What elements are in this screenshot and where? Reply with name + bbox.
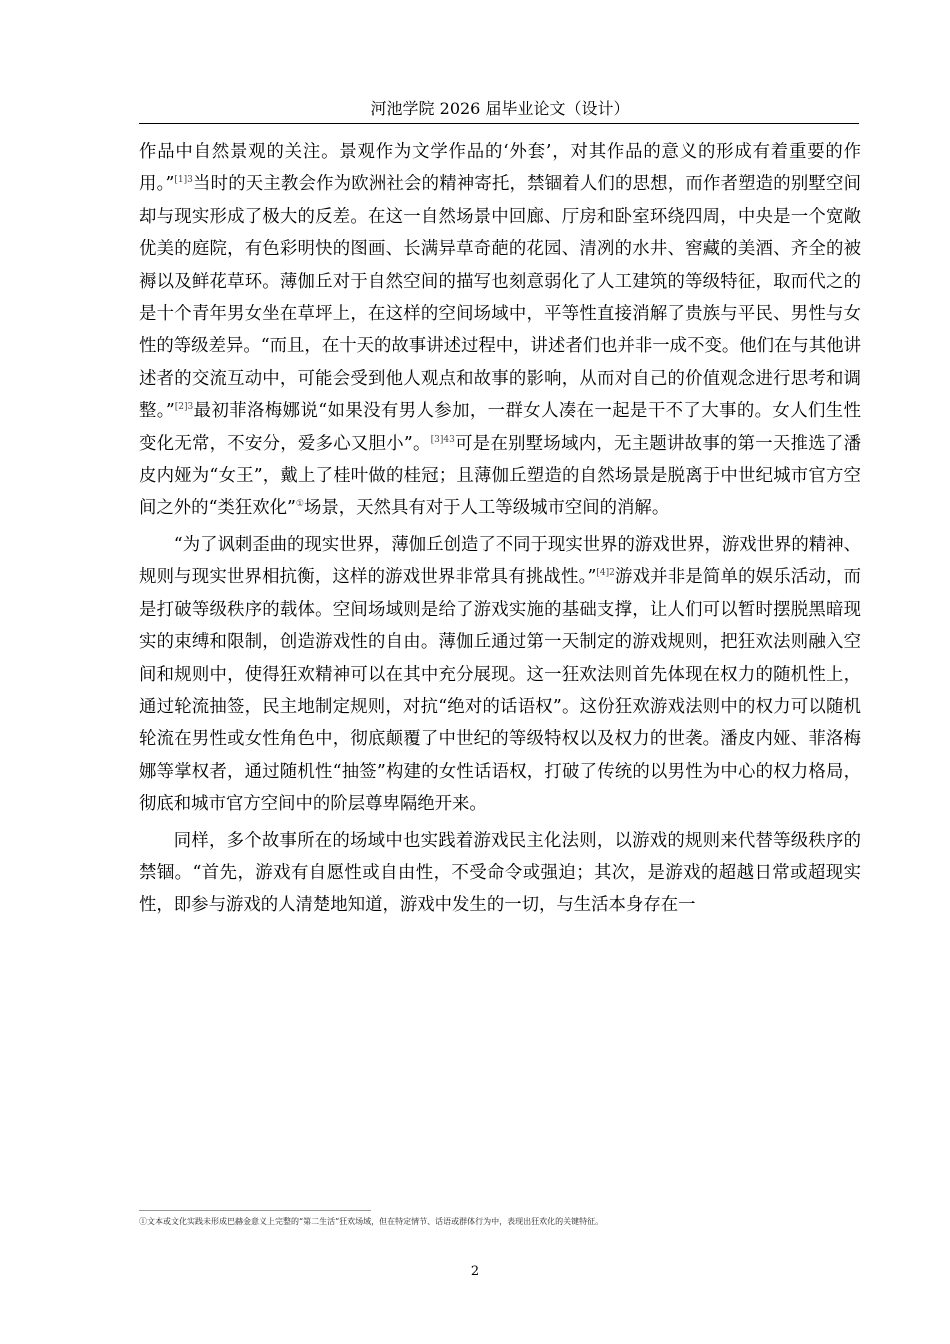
paragraph-text: 同样，多个故事所在的场域中也实践着游戏民主化法则，以游戏的规则来代替等级秩序的禁锢。“首先，游戏有自愿性或自由性，不受命令或强迫；其次，是游戏的超越日常或超现实性，即参与游戏的人清楚地知道，游戏中发生的一切，与生活本身存在一	[139, 830, 861, 916]
paragraph-text: “为了讽刺歪曲的现实世界，薄伽丘创造了不同于现实世界的游戏世界，游戏世界的精神、规则与现实世界相抗衡，这样的游戏世界非常具有挑战性。”	[139, 534, 861, 588]
paragraph	[139, 529, 861, 821]
paragraph-text: 最初菲洛梅娜说“如果没有男人参加，一群女人凑在一起是干不了大事的。女人们生性变化无常，不安分，爱多心又胆小”。	[139, 401, 861, 454]
footnote: ①文本或文化实践未形成巴赫金意义上完整的“第二生活”狂欢场域，但在特定情节、话语或群体行为中，表现出狂欢化的关键特征。	[139, 1217, 604, 1226]
paragraph-text: 可是在别墅场域内，无主题讲故事的第一天推选了潘皮内娅为“女王”，戴上了桂叶做的桂冠；且薄伽丘塑造的自然场景是脱离于中世纪城市官方空间之外的“类狂欢化”	[139, 433, 861, 519]
citation-marker: [2]3	[174, 402, 194, 413]
citation-marker: [3]43	[430, 434, 455, 445]
paragraph	[139, 825, 861, 922]
citation-marker: [4]2	[596, 568, 615, 579]
footnote-rule	[139, 1210, 371, 1211]
paragraph	[139, 136, 861, 525]
paragraph-text: 当时的天主教会作为欧洲社会的精神寄托，禁锢着人们的思想，而作者塑造的别墅空间却与现实形成了极大的反差。在这一自然场景中回廊、厅房和卧室环绕四周，中央是一个宽敞优美的庭院，有色彩明快的图画、长满异草奇葩的花园、清冽的水井、窖藏的美酒、齐全的被褥以及鲜花草环。薄伽丘对于自然空间的描写也刻意弱化了人工建筑的等级特征，取而代之的是十个青年男女坐在草坪上，在这样的空间场域中，平等性直接消解了贵族与平民、男性与女性的等级差异。“而且，在十天的故事讲述过程中，讲述者们也并非一成不变。他们在与其他讲述者的交流互动中，可能会受到他人观点和故事的影响，从而对自己的价值观念进行思考和调整。”	[139, 174, 861, 422]
paragraph-text: 场景，天然具有对于人工等级城市空间的消解。	[304, 498, 670, 519]
header-rule	[139, 123, 859, 124]
page-number: 2	[470, 1264, 480, 1279]
running-header: 河池学院 2026 届毕业论文（设计）	[370, 99, 630, 118]
paragraph-text: 作品中自然景观的关注。景观作为文学作品的‘外套’，对其作品的意义的形成有着重要的作用。”	[139, 142, 861, 195]
citation-marker: [1]3	[174, 175, 193, 186]
paragraph-text: 游戏并非是简单的娱乐活动，而是打破等级秩序的载体。空间场域则是给了游戏实施的基础支撑，让人们可以暂时摆脱黑暗现实的束缚和限制，创造游戏性的自由。薄伽丘通过第一天制定的游戏规则，把狂欢法则融入空间和规则中，使得狂欢精神可以在其中充分展现。这一狂欢法则首先体现在权力的随机性上，通过轮流抽签，民主地制定规则，对抗“绝对的话语权”。这份狂欢游戏法则中的权力可以随机轮流在男性或女性角色中，彻底颠覆了中世纪的等级特权以及权力的世袭。潘皮内娅、菲洛梅娜等掌权者，通过随机性“抽签”构建的女性话语权，打破了传统的以男性为中心的权力格局，彻底和城市官方空间中的阶层尊卑隔绝开来。	[139, 567, 861, 815]
body-text	[139, 136, 861, 922]
citation-marker: ①	[295, 499, 304, 510]
